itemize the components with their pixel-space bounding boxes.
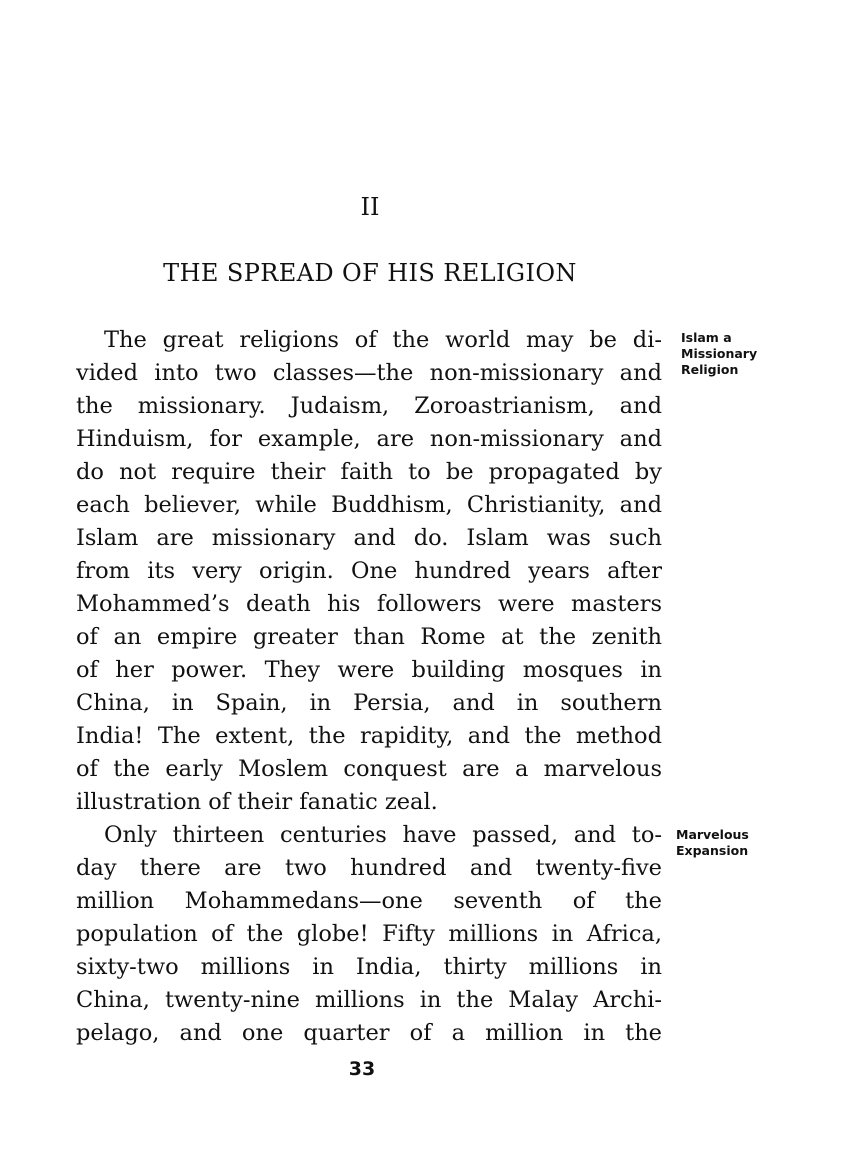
- text-line: from its very origin. One hundred years after: [76, 558, 662, 584]
- text-line: do not require their faith to be propagated by: [76, 459, 662, 485]
- text-line: population of the globe! Fifty millions in Africa,: [76, 921, 662, 947]
- text-line: China, twenty-nine millions in the Malay Archi-: [76, 987, 662, 1013]
- margin-note-line: Islam a: [681, 330, 732, 345]
- text-line: Islam are missionary and do. Islam was such: [76, 525, 662, 551]
- text-line: of her power. They were building mosques in: [76, 657, 662, 683]
- text-line: pelago, and one quarter of a million in the: [76, 1020, 662, 1046]
- text-line: Only thirteen centuries have passed, and to-: [104, 822, 662, 848]
- text-line: Hinduism, for example, are non-missionary and: [76, 426, 662, 452]
- page-number: 33: [348, 1058, 376, 1080]
- text-line: of an empire greater than Rome at the zenith: [76, 624, 662, 650]
- text-line: illustration of their fanatic zeal.: [76, 789, 438, 815]
- text-line: vided into two classes—the non-missionary and: [76, 360, 662, 386]
- chapter-title: THE SPREAD OF HIS RELIGION: [163, 259, 577, 287]
- text-line: day there are two hundred and twenty-five: [76, 855, 662, 881]
- text-line: of the early Moslem conquest are a marvelous: [76, 756, 662, 782]
- text-line: China, in Spain, in Persia, and in southern: [76, 690, 662, 716]
- text-line: sixty-two millions in India, thirty millions in: [76, 954, 662, 980]
- margin-note-line: Religion: [681, 362, 739, 377]
- text-line: India! The extent, the rapidity, and the method: [76, 723, 662, 749]
- margin-note-marvelous-expansion: [676, 827, 749, 859]
- text-line: each believer, while Buddhism, Christianity, and: [76, 492, 662, 518]
- margin-note-line: Expansion: [676, 843, 749, 858]
- text-line: The great religions of the world may be di-: [104, 327, 662, 353]
- text-line: the missionary. Judaism, Zoroastrianism, and: [76, 393, 662, 419]
- margin-note-line: Marvelous: [676, 827, 749, 842]
- margin-note-missionary-religion: [681, 330, 757, 378]
- text-line: Mohammed’s death his followers were masters: [76, 591, 662, 617]
- text-line: million Mohammedans—one seventh of the: [76, 888, 662, 914]
- margin-note-line: Missionary: [681, 346, 758, 361]
- chapter-number: II: [360, 193, 380, 221]
